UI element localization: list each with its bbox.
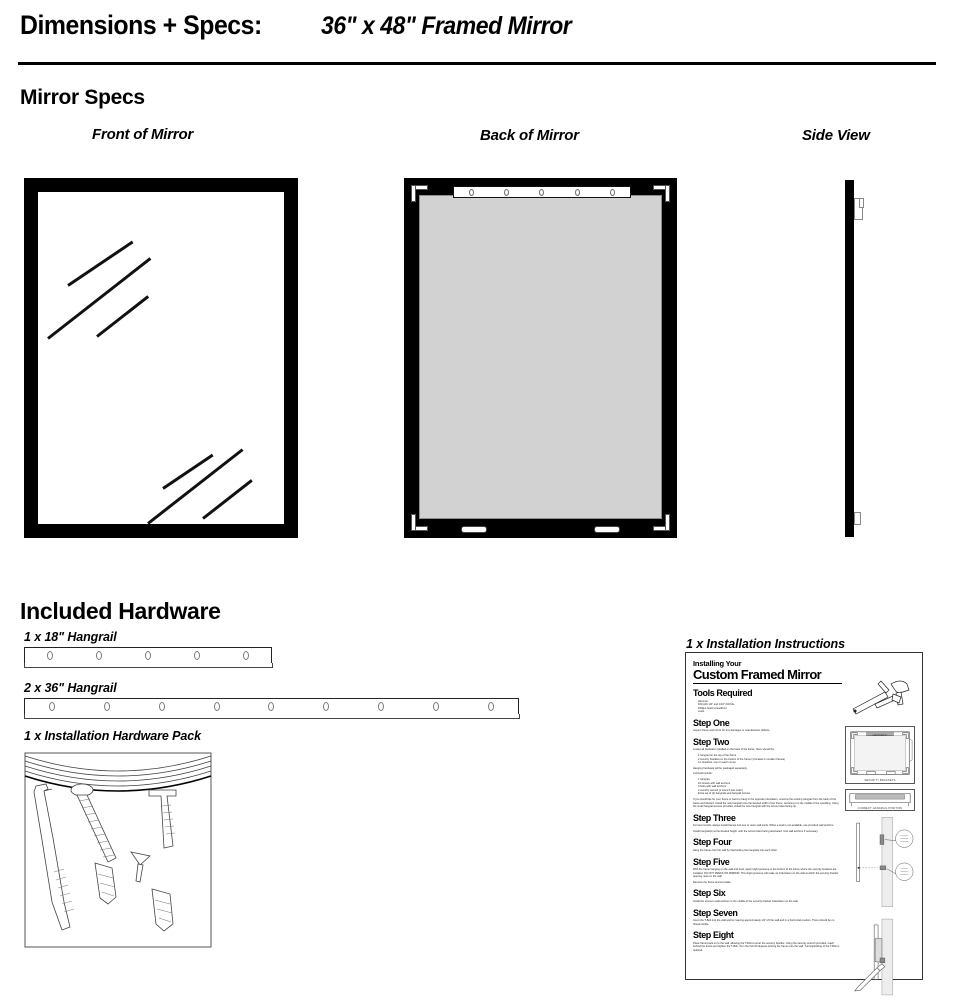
corner-bracket <box>653 185 670 202</box>
step-text: With the frame hanging on the wall and level, apply slight pressure to the bottom of the frame where the security brackets are installed. DO NOT PRESS ON MIRROR. This slight pressure will make an indentation on the wall at which the security bracket opening rests on the wall. <box>693 868 839 879</box>
hangrail-hole <box>159 702 165 711</box>
hardware-label-hardware-pack: 1 x Installation Hardware Pack <box>24 729 201 743</box>
step-one-body <box>693 729 842 733</box>
instructions-figures-column <box>842 660 915 972</box>
step-text: Install the screw-in wall anchors in the middle of the security bracket indentation on the wall. <box>693 899 799 903</box>
hangrail-hole <box>539 189 544 196</box>
security-wrench-icon <box>855 964 885 991</box>
instructions-title: Custom Framed Mirror <box>693 668 842 684</box>
figure-hangrail-position <box>845 789 915 811</box>
hangrail-hole <box>47 651 53 660</box>
reflection-line <box>96 295 149 337</box>
step-eight-heading: Step Eight <box>693 930 734 941</box>
step-list-item: 1 hangrail <box>698 778 710 782</box>
step-list-item: 1 hangrail on the top of the frame <box>698 754 737 758</box>
reflection-line <box>47 257 151 339</box>
wall-shape <box>882 919 893 995</box>
step-seven-heading: Step Seven <box>693 907 738 918</box>
step-text: Insert the T-Bolt into the wall anchor, leaving approximately 1/4" off the wall and in a horizontal position. There should be no thread visible. <box>693 919 835 926</box>
label-back-of-mirror: Back of Mirror <box>480 127 579 144</box>
wall-shape <box>882 817 893 906</box>
security-bracket <box>461 526 487 533</box>
mirror-glass <box>38 192 284 524</box>
drill-icon <box>891 681 909 693</box>
hangrail-hole <box>243 651 249 660</box>
side-hangrail-tab <box>859 198 864 208</box>
figure-caption-hangrail: HANGRAIL <box>872 734 888 737</box>
tool-item: Hammer <box>698 699 708 703</box>
step-list-item: 4 L brackets, one on each corner <box>698 761 736 765</box>
tools-required-heading: Tools Required <box>693 688 753 698</box>
corner-bracket <box>653 514 670 531</box>
hangrail-hole <box>575 189 580 196</box>
step-two-body <box>693 748 842 808</box>
figure-mirror-back <box>845 726 915 784</box>
hangrail-hole <box>610 189 615 196</box>
step-text: Install hangrail(s) at the desired height, with the screw holes facing downward. Use wall anchors if necessary. <box>693 829 819 833</box>
step-seven-body <box>693 919 842 926</box>
hangrail-hole <box>433 702 439 711</box>
hangrail-18-diagram <box>24 647 272 663</box>
front-of-mirror-diagram <box>24 178 298 538</box>
step-text: Hanging hardware will be packaged separately. <box>693 766 748 770</box>
tool-item: Level <box>698 710 705 714</box>
step-list-item: 10 screws with wall anchors <box>698 781 731 785</box>
hangrail-hole <box>194 651 200 660</box>
step-three-body <box>693 824 842 833</box>
hangrail-hole <box>145 651 151 660</box>
hardware-pack-illustration <box>24 752 212 948</box>
hangrail-hole <box>504 189 509 196</box>
step-list-item: 2 security wrench (1 wrench just order) <box>698 788 743 792</box>
hangrail-hole <box>323 702 329 711</box>
step-five-body <box>693 868 842 884</box>
step-text: Place frame back on to the wall, allowing the T-Bolt to enter the security bracket. Using the security wrench provided, reach behind the frame and tighten the T-Bolt. Turn the bolt 90 degrees locking the frame onto the wall. Turning/locking of the T-Bolt is optional. <box>693 941 840 952</box>
step-list-item: 4 bolts with wall anchors <box>698 785 727 789</box>
security-bracket <box>594 526 620 533</box>
page-header <box>20 10 593 41</box>
figure-wall-section <box>845 816 915 913</box>
hangrail-36-diagram <box>24 698 519 714</box>
side-security-bracket-tab <box>854 512 861 525</box>
step-text: Locate all hardware installed on the back of the frame, there should be: <box>693 748 775 752</box>
hangrail-hole <box>268 702 274 711</box>
hardware-label-hangrail-36: 2 x 36" Hangrail <box>24 681 117 695</box>
step-three-heading: Step Three <box>693 812 736 823</box>
drill-bit-icon <box>878 681 889 693</box>
product-name: 36" x 48" Framed Mirror <box>320 12 572 40</box>
step-text: Inspect frame and mirror for any damages or manufacturer defects. <box>693 729 771 733</box>
installation-instructions-sheet <box>685 652 923 980</box>
hangrail-hole <box>49 702 55 711</box>
section-title-mirror-specs: Mirror Specs <box>20 86 145 109</box>
instructions-kicker: Installing Your <box>693 659 742 668</box>
tool-item: Drill with 1/4" and 1/16" drill bits <box>698 703 735 707</box>
page-title: Dimensions + Specs: <box>20 10 262 40</box>
label-side-view: Side View <box>802 127 870 144</box>
figure-caption-hangrail-position: CORRECT HANGRAIL POSITION <box>857 807 903 810</box>
side-view-diagram <box>845 180 854 537</box>
step-text: It should include: <box>693 772 713 776</box>
label-front-of-mirror: Front of Mirror <box>92 126 194 143</box>
reflection-line <box>162 454 213 490</box>
mirror-backing-panel <box>419 195 662 519</box>
instructions-text-column <box>693 660 842 972</box>
step-list-item: 2 security brackets on the bottom of the frame (1 located on smaller frames) <box>698 757 786 761</box>
tool-item: Phillips head screwdriver <box>698 706 727 710</box>
tools-required-list <box>693 700 842 714</box>
step-one-heading: Step One <box>693 717 730 728</box>
hangrail-hole <box>378 702 384 711</box>
mirror-side-profile <box>857 823 860 881</box>
corner-bracket <box>411 514 428 531</box>
hangrail-hole <box>469 189 474 196</box>
hardware-label-instructions: 1 x Installation Instructions <box>686 637 845 651</box>
step-list-item: Extra set of (2) hangrails and hangrail screws <box>698 792 751 796</box>
hangrail-hole <box>214 702 220 711</box>
header-divider <box>18 62 936 65</box>
figure-caption-security-brackets: SECURITY BRACKETS <box>864 779 896 782</box>
reflection-line <box>202 479 253 520</box>
hangrail-hole <box>488 702 494 711</box>
hangrail-hole <box>104 702 110 711</box>
step-five-heading: Step Five <box>693 856 730 867</box>
figure-wrench-lock <box>845 918 915 1001</box>
step-text: If you would like for your frame to hand to hang in the opposite orientation, unscrew the existing hangrail from the back of the frame and discard. Install the new hangrail onto the desired width of the frame, centering it in the middle of the moulding. Using the small hangrail screws provided, install the new hangrail with the screw holes facing up. <box>693 798 839 809</box>
step-six-heading: Step Six <box>693 888 726 899</box>
step-four-heading: Step Four <box>693 837 732 848</box>
back-of-mirror-diagram <box>404 178 677 538</box>
hardware-label-hangrail-18: 1 x 18" Hangrail <box>24 630 117 644</box>
step-eight-body <box>693 942 842 953</box>
step-six-body <box>693 900 842 904</box>
section-title-included-hardware: Included Hardware <box>20 598 221 624</box>
step-text: For best results, always install frames into one or more wall studs. When a stud is not available, use provided wall anchors. <box>693 824 834 828</box>
corner-bracket <box>411 185 428 202</box>
step-text: Remove the frame and set aside. <box>693 880 732 884</box>
figure-tools <box>845 676 915 721</box>
step-two-heading: Step Two <box>693 736 730 747</box>
hangrail-on-frame <box>453 186 631 198</box>
step-four-body <box>693 849 842 853</box>
hangrail-hole <box>96 651 102 660</box>
step-text: Hang the frame onto the wall by interlocking the hangrails into each other. <box>693 848 778 852</box>
